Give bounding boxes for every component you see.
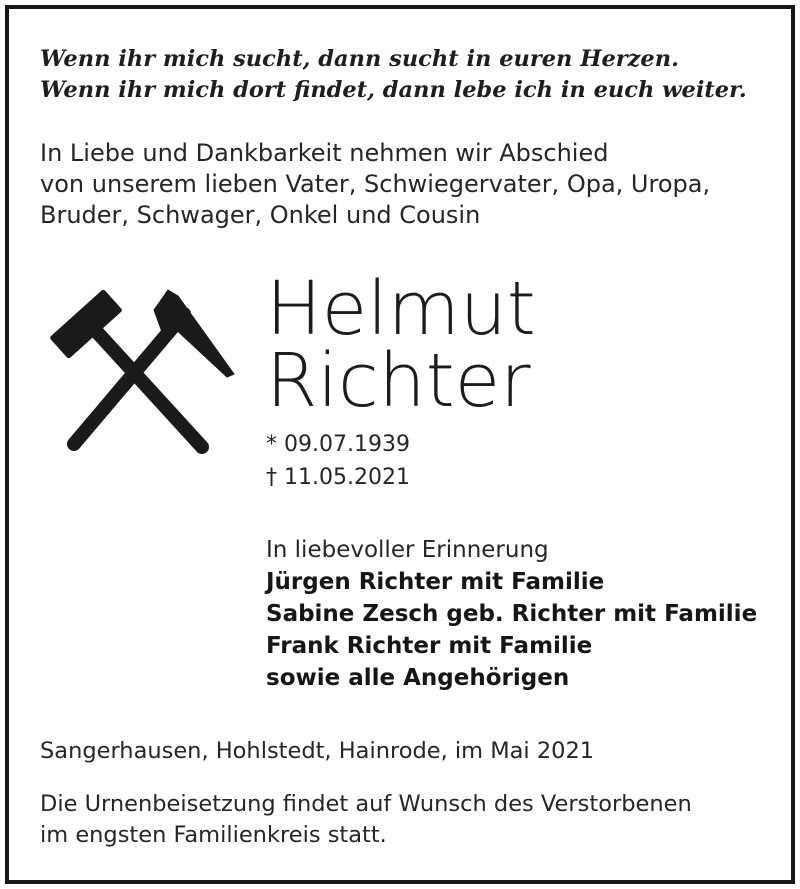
intro-line-3: Bruder, Schwager, Onkel und Cousin	[40, 201, 481, 229]
mourner-name: sowie alle Angehörigen	[266, 665, 570, 691]
burial-notice	[40, 789, 692, 851]
intro-line-1: In Liebe und Dankbarkeit nehmen wir Abschied	[40, 139, 609, 167]
intro-text	[40, 138, 710, 231]
place-and-date: Sangerhausen, Hohlstedt, Hainrode, im Mai 2021	[40, 738, 595, 764]
notice-line-2: im engsten Familienkreis statt.	[40, 822, 387, 848]
mourner-name: Jürgen Richter mit Familie	[266, 569, 605, 595]
notice-line-1: Die Urnenbeisetzung findet auf Wunsch des Verstorbenen	[40, 791, 692, 817]
memory-heading: In liebevoller Erinnerung	[266, 537, 549, 563]
mourner-name: Frank Richter mit Familie	[266, 633, 593, 659]
motto-quote	[40, 44, 747, 106]
last-name: Richter	[266, 338, 531, 424]
hammer-and-pick-icon	[44, 284, 236, 460]
first-name: Helmut	[266, 266, 536, 352]
birth-date: * 09.07.1939	[266, 432, 410, 457]
motto-line-1: Wenn ihr mich sucht, dann sucht in euren Herzen.	[40, 46, 679, 72]
deceased-name	[266, 266, 536, 424]
life-dates	[266, 428, 410, 494]
mourners-list	[266, 566, 757, 694]
death-date: † 11.05.2021	[266, 465, 410, 490]
mourner-name: Sabine Zesch geb. Richter mit Familie	[266, 601, 758, 627]
intro-line-2: von unserem lieben Vater, Schwiegervater, Opa, Uropa,	[40, 170, 711, 198]
motto-line-2: Wenn ihr mich dort findet, dann lebe ich in euch weiter.	[40, 77, 747, 103]
